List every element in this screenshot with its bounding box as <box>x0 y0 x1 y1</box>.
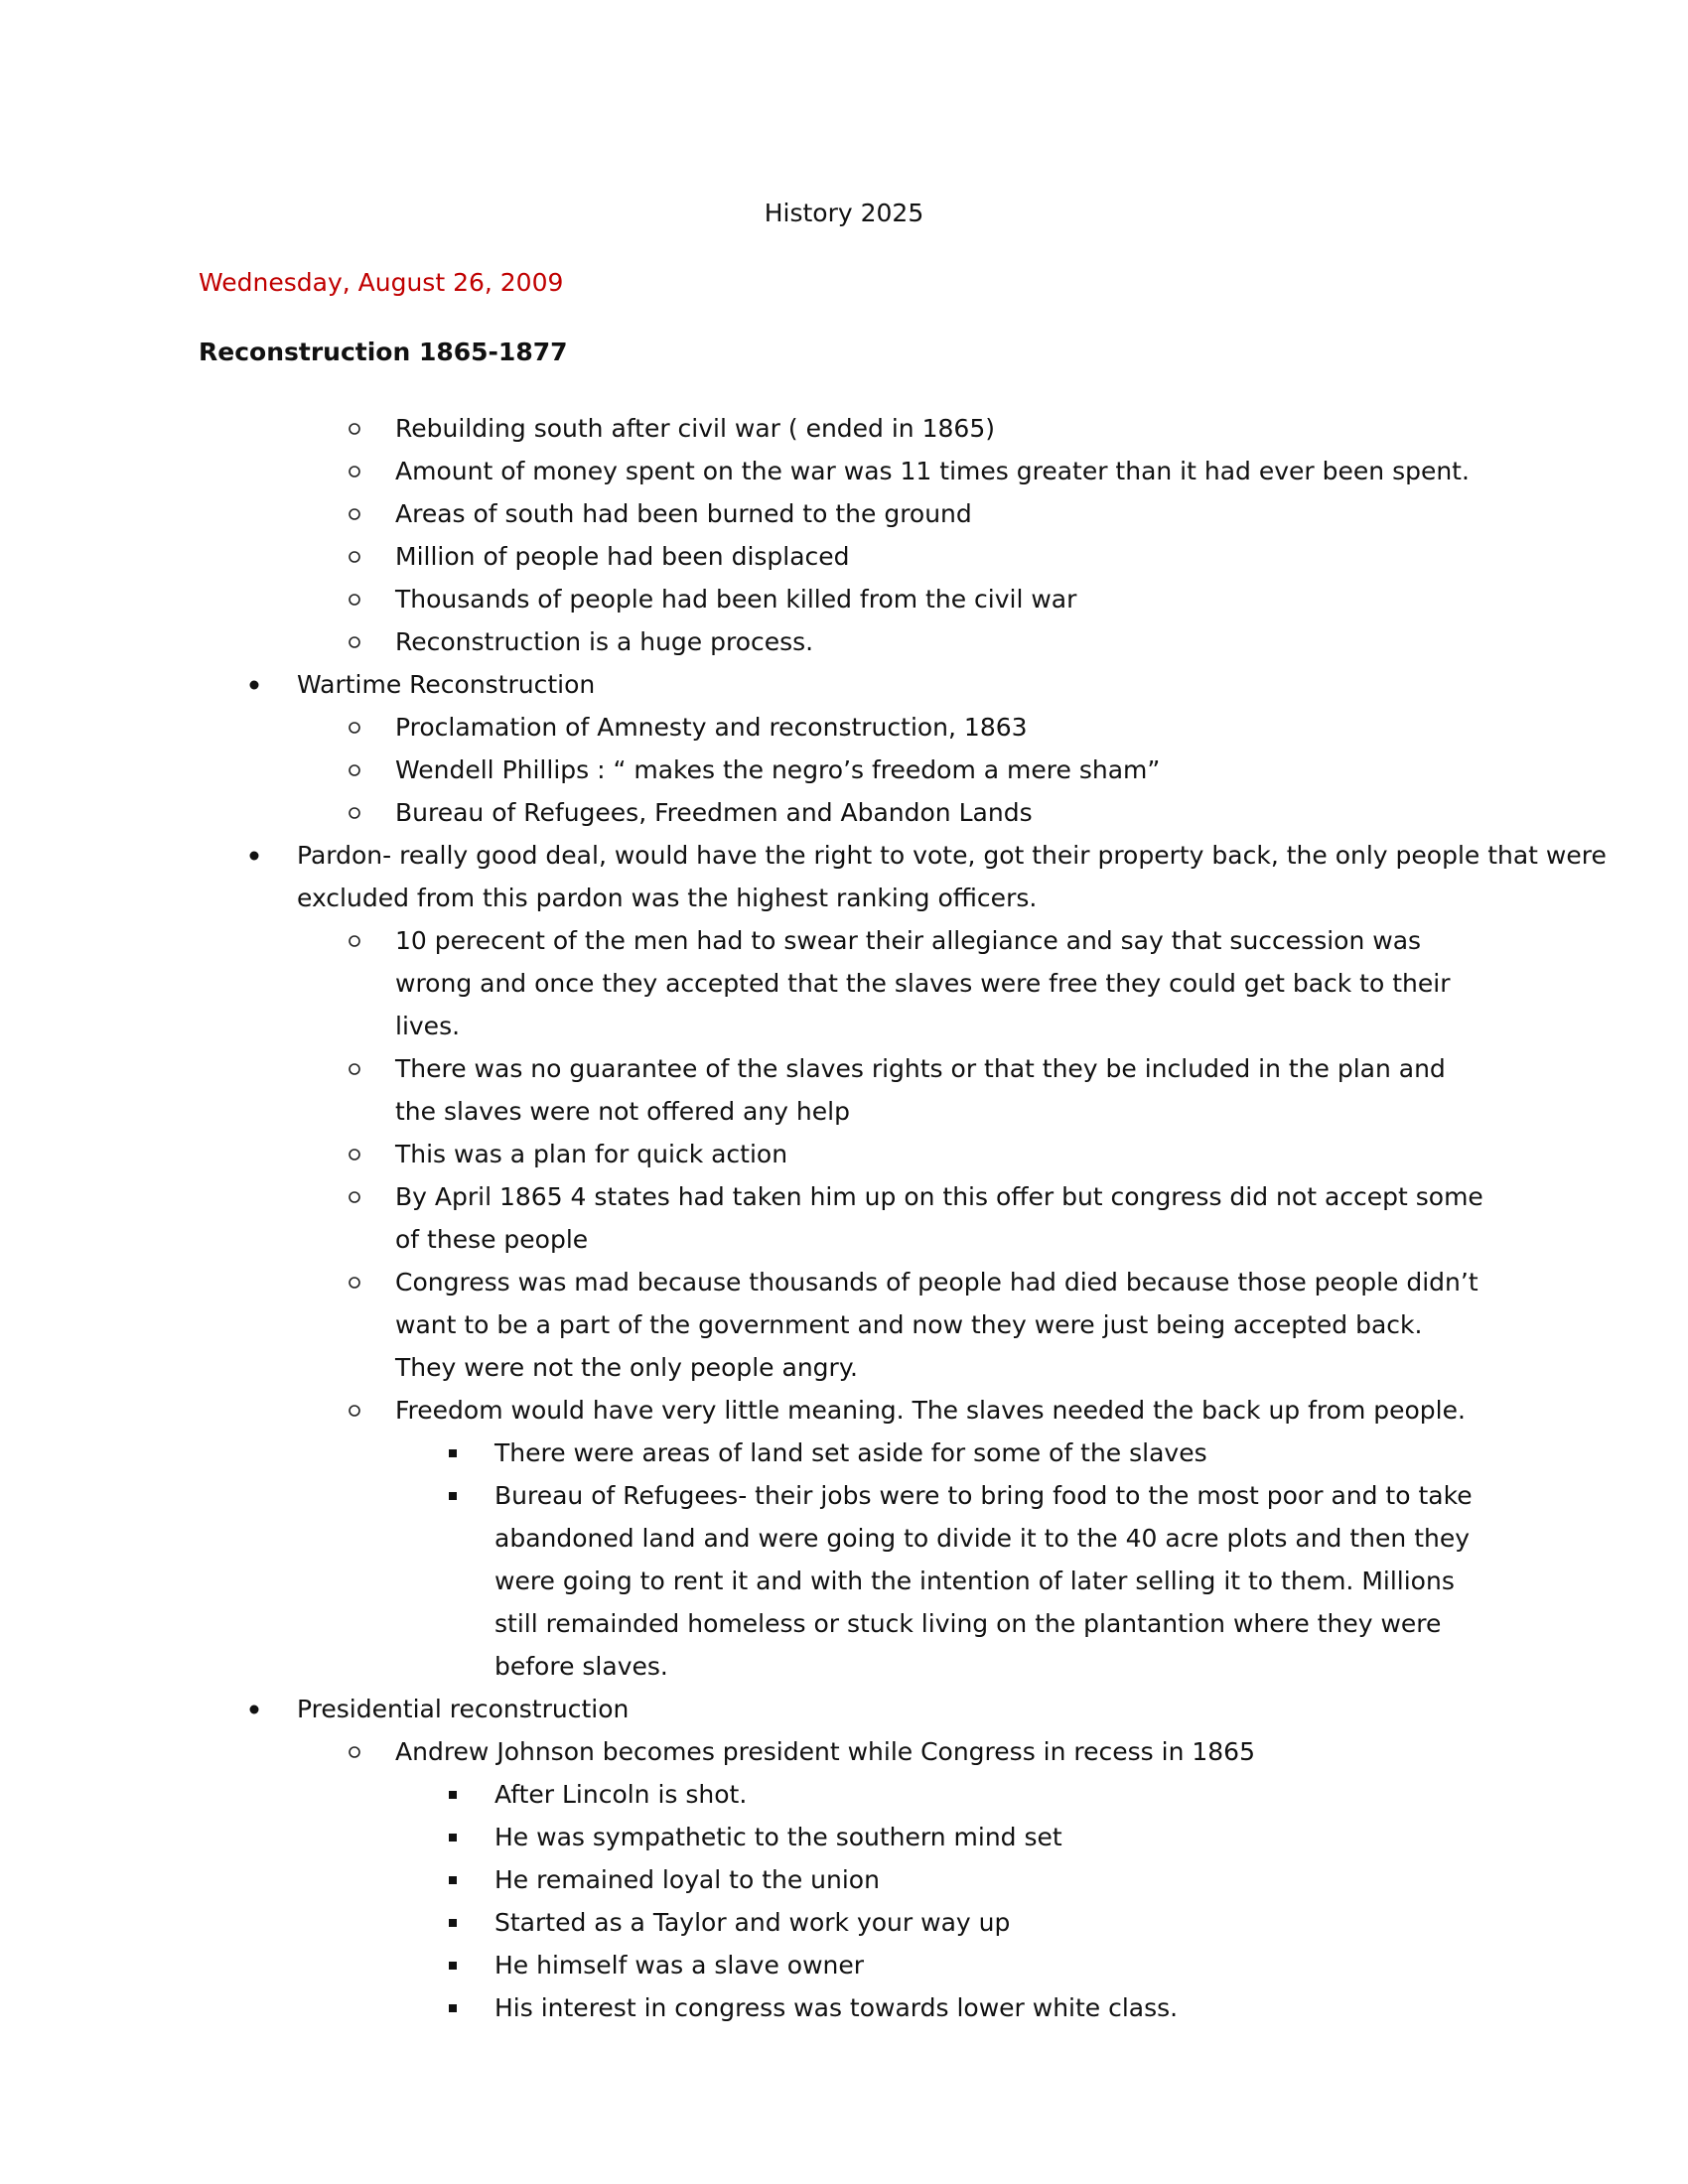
list-item-level-3 <box>0 1474 1489 1688</box>
circle-bullet-icon <box>345 492 364 535</box>
list-item-level-3 <box>0 1986 1489 2029</box>
square-bullet-icon <box>443 1432 463 1474</box>
list-item-text: Bureau of Refugees- their jobs were to bring food to the most poor and to take abandoned land and were going to divide it to the 40 acre plots and then they were going to rent it and with the intention of later selling it to them. Millions still remainded homeless or stuck living on the plantantion where they were before slaves. <box>494 1481 1473 1681</box>
list-item-text: Freedom would have very little meaning. The slaves needed the back up from people. <box>395 1396 1466 1425</box>
square-bullet-icon <box>443 1474 463 1517</box>
list-item-text: By April 1865 4 states had taken him up on this offer but congress did not accept some of these people <box>395 1182 1483 1254</box>
circle-bullet-icon <box>345 620 364 663</box>
list-item-level-3 <box>0 1432 1489 1474</box>
list-item-level-2 <box>0 620 1489 663</box>
disc-bullet-icon <box>244 1688 264 1730</box>
list-item-level-2 <box>0 1175 1489 1261</box>
list-item-text: Bureau of Refugees, Freedmen and Abandon Lands <box>395 798 1033 827</box>
circle-bullet-icon <box>345 407 364 450</box>
list-item-text: He was sympathetic to the southern mind set <box>494 1823 1062 1851</box>
list-item-level-2 <box>0 450 1489 492</box>
disc-bullet-icon <box>244 663 264 706</box>
list-item-text: 10 perecent of the men had to swear their allegiance and say that succession was wrong and once they accepted that the slaves were free they could get back to their lives. <box>395 926 1451 1040</box>
list-item-level-2 <box>0 407 1489 450</box>
list-item-level-2 <box>0 919 1489 1047</box>
list-item-text: Pardon- really good deal, would have the right to vote, got their property back, the only people that were excluded from this pardon was the highest ranking officers. <box>297 841 1607 912</box>
list-item-text: He himself was a slave owner <box>494 1951 865 1979</box>
list-item-level-2 <box>0 706 1489 749</box>
disc-bullet-icon <box>244 834 264 877</box>
circle-bullet-icon <box>345 1175 364 1218</box>
square-bullet-icon <box>443 1773 463 1816</box>
list-item-text: This was a plan for quick action <box>395 1140 788 1168</box>
list-item-level-1 <box>0 663 1688 706</box>
list-item-text: He remained loyal to the union <box>494 1865 880 1894</box>
list-item-level-3 <box>0 1773 1489 1816</box>
list-item-level-2 <box>0 1389 1489 1432</box>
list-item-text: Andrew Johnson becomes president while Congress in recess in 1865 <box>395 1737 1255 1766</box>
list-item-level-2 <box>0 791 1489 834</box>
list-item-level-2 <box>0 1047 1489 1133</box>
list-item-level-2 <box>0 749 1489 791</box>
list-item-text: Presidential reconstruction <box>297 1695 630 1723</box>
circle-bullet-icon <box>345 1730 364 1773</box>
list-item-text: Proclamation of Amnesty and reconstruction, 1863 <box>395 713 1028 742</box>
list-item-level-2 <box>0 492 1489 535</box>
outline-list <box>0 407 1688 2029</box>
list-item-text: Started as a Taylor and work your way up <box>494 1908 1011 1937</box>
list-item-text: Areas of south had been burned to the ground <box>395 499 972 528</box>
lecture-date: Wednesday, August 26, 2009 <box>199 268 564 297</box>
list-item-text: Thousands of people had been killed from the civil war <box>395 585 1077 614</box>
list-item-text: Congress was mad because thousands of people had died because those people didn’t want to be a part of the government and now they were just being accepted back. They were not the only people angry. <box>395 1268 1478 1382</box>
circle-bullet-icon <box>345 1389 364 1432</box>
circle-bullet-icon <box>345 791 364 834</box>
list-item-level-1 <box>0 1688 1688 1730</box>
list-item-level-3 <box>0 1816 1489 1858</box>
square-bullet-icon <box>443 1858 463 1901</box>
circle-bullet-icon <box>345 919 364 962</box>
list-item-text: Reconstruction is a huge process. <box>395 627 814 656</box>
square-bullet-icon <box>443 1944 463 1986</box>
list-item-level-2 <box>0 1261 1489 1389</box>
circle-bullet-icon <box>345 749 364 791</box>
list-item-level-3 <box>0 1944 1489 1986</box>
circle-bullet-icon <box>345 535 364 578</box>
circle-bullet-icon <box>345 1133 364 1175</box>
list-item-text: Wartime Reconstruction <box>297 670 596 699</box>
section-heading: Reconstruction 1865-1877 <box>199 338 568 366</box>
list-item-text: His interest in congress was towards lower white class. <box>494 1993 1179 2022</box>
list-item-text: There was no guarantee of the slaves rights or that they be included in the plan and the slaves were not offered any help <box>395 1054 1446 1126</box>
list-item-level-2 <box>0 578 1489 620</box>
square-bullet-icon <box>443 1901 463 1944</box>
list-item-level-2 <box>0 1730 1489 1773</box>
list-item-level-1 <box>0 834 1688 919</box>
circle-bullet-icon <box>345 706 364 749</box>
list-item-level-2 <box>0 1133 1489 1175</box>
circle-bullet-icon <box>345 578 364 620</box>
list-item-text: After Lincoln is shot. <box>494 1780 748 1809</box>
list-item-level-2 <box>0 535 1489 578</box>
circle-bullet-icon <box>345 1261 364 1303</box>
document-title: History 2025 <box>764 199 924 227</box>
list-item-text: There were areas of land set aside for some of the slaves <box>494 1438 1207 1467</box>
list-item-level-3 <box>0 1901 1489 1944</box>
circle-bullet-icon <box>345 1047 364 1090</box>
list-item-level-3 <box>0 1858 1489 1901</box>
square-bullet-icon <box>443 1986 463 2029</box>
list-item-text: Wendell Phillips : “ makes the negro’s freedom a mere sham” <box>395 755 1161 784</box>
circle-bullet-icon <box>345 450 364 492</box>
list-item-text: Amount of money spent on the war was 11 times greater than it had ever been spent. <box>395 457 1470 485</box>
list-item-text: Rebuilding south after civil war ( ended in 1865) <box>395 414 995 443</box>
square-bullet-icon <box>443 1816 463 1858</box>
list-item-text: Million of people had been displaced <box>395 542 850 571</box>
